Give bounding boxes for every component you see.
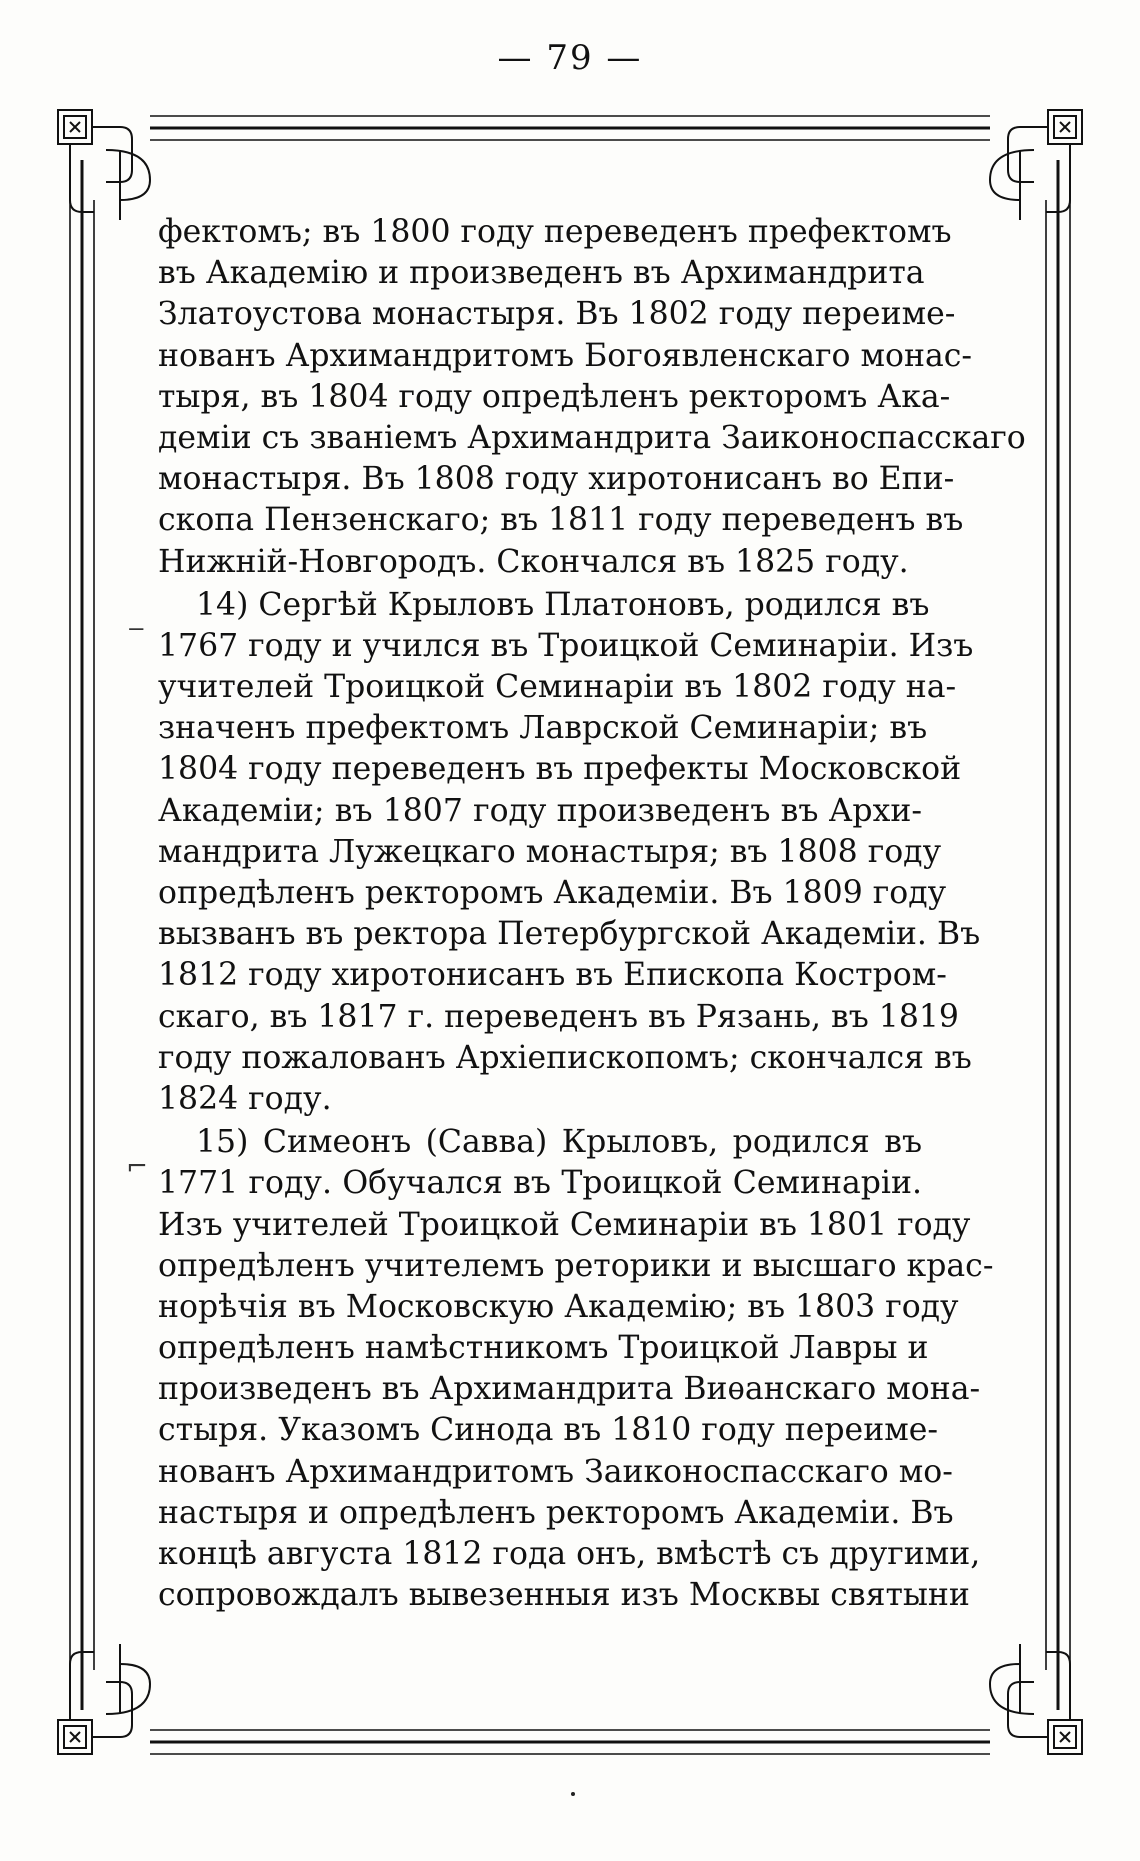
frame-bottom-rules <box>150 1730 990 1754</box>
text-line: мандрита Лужецкаго монастыря; въ 1808 году <box>158 833 942 870</box>
text-line: 1804 году переведенъ въ префекты Московской <box>158 751 962 788</box>
text-line: Академіи; въ 1807 году произведенъ въ Архи- <box>158 792 922 829</box>
paragraph-3 <box>158 1122 994 1616</box>
text-line: норѣчія въ Московскую Академію; въ 1803 году <box>158 1288 959 1325</box>
margin-mark-para3: ⌐ <box>126 1152 148 1182</box>
text-line: скопа Пензенскаго; въ 1811 году переведенъ въ <box>158 502 964 539</box>
text-line: Златоустова монастыря. Въ 1802 году переиме- <box>158 296 956 333</box>
text-line: деміи съ званіемъ Архимандрита Заиконоспасскаго <box>158 419 1026 456</box>
text-line: опредѣленъ учителемъ реторики и высшаго крас- <box>158 1247 994 1284</box>
text-line: фектомъ; въ 1800 году переведенъ префектомъ <box>158 214 952 250</box>
corner-ornament-bottom-right <box>990 1644 1082 1754</box>
text-line: нованъ Архимандритомъ Заиконоспасскаго мо- <box>158 1453 953 1490</box>
text-line: настыря и опредѣленъ ректоромъ Академіи. Въ <box>158 1494 954 1531</box>
text-line: въ Академію и произведенъ въ Архимандрита <box>158 255 925 292</box>
text-line: году пожалованъ Архіепископомъ; скончался въ <box>158 1039 972 1076</box>
margin-mark-para2: ‒ <box>128 613 145 643</box>
text-line: монастыря. Въ 1808 году хиротонисанъ во Епи- <box>158 461 955 498</box>
text-line: Нижній-Новгородъ. Скончался въ 1825 году. <box>158 543 909 580</box>
paragraph-1 <box>158 212 1026 583</box>
text-line: 1771 году. Обучался въ Троицкой Семинаріи. <box>158 1165 922 1202</box>
frame-left-rules <box>70 160 94 1710</box>
text-line: 1824 году. <box>158 1080 332 1117</box>
text-line: скаго, въ 1817 г. переведенъ въ Рязань, въ 1819 <box>158 998 959 1035</box>
text-line: 15) Симеонъ (Савва) Крыловъ, родился въ <box>196 1124 922 1161</box>
text-line: произведенъ въ Архимандрита Виѳанскаго мона- <box>158 1371 981 1408</box>
text-line: 1812 году хиротонисанъ въ Епископа Костром- <box>158 957 947 994</box>
text-line: тыря, въ 1804 году опредѣленъ ректоромъ Ака- <box>158 378 951 415</box>
text-line: значенъ префектомъ Лаврской Семинаріи; въ <box>158 710 928 747</box>
corner-ornament-top-left <box>58 110 150 220</box>
frame-top-rules <box>150 116 990 140</box>
frame-right-rules <box>1046 160 1070 1710</box>
text-line: концѣ августа 1812 года онъ, вмѣстѣ съ другими, <box>158 1536 981 1572</box>
text-line: Изъ учителей Троицкой Семинаріи въ 1801 году <box>158 1206 971 1243</box>
footer-dot <box>571 1792 575 1796</box>
text-line: 14) Сергѣй Крыловъ Платоновъ, родился въ <box>196 586 930 623</box>
text-line: опредѣленъ ректоромъ Академіи. Въ 1809 году <box>158 875 947 911</box>
text-line: вызванъ въ ректора Петербургской Академіи. Въ <box>158 916 981 953</box>
text-line: стыря. Указомъ Синода въ 1810 году переиме- <box>158 1412 938 1449</box>
corner-ornament-bottom-left <box>58 1644 150 1754</box>
corner-ornament-top-right <box>990 110 1082 220</box>
body-text <box>158 212 1026 1616</box>
paragraph-2 <box>158 585 981 1120</box>
text-line: нованъ Архимандритомъ Богоявленскаго монас- <box>158 337 973 374</box>
text-line: опредѣленъ намѣстникомъ Троицкой Лавры и <box>158 1330 929 1367</box>
text-line: 1767 году и учился въ Троицкой Семинаріи. Изъ <box>158 627 974 664</box>
page-number: — 79 — <box>497 38 643 78</box>
text-line: учителей Троицкой Семинаріи въ 1802 году на- <box>158 669 957 706</box>
text-line: сопровождалъ вывезенныя изъ Москвы святыни <box>158 1577 970 1614</box>
